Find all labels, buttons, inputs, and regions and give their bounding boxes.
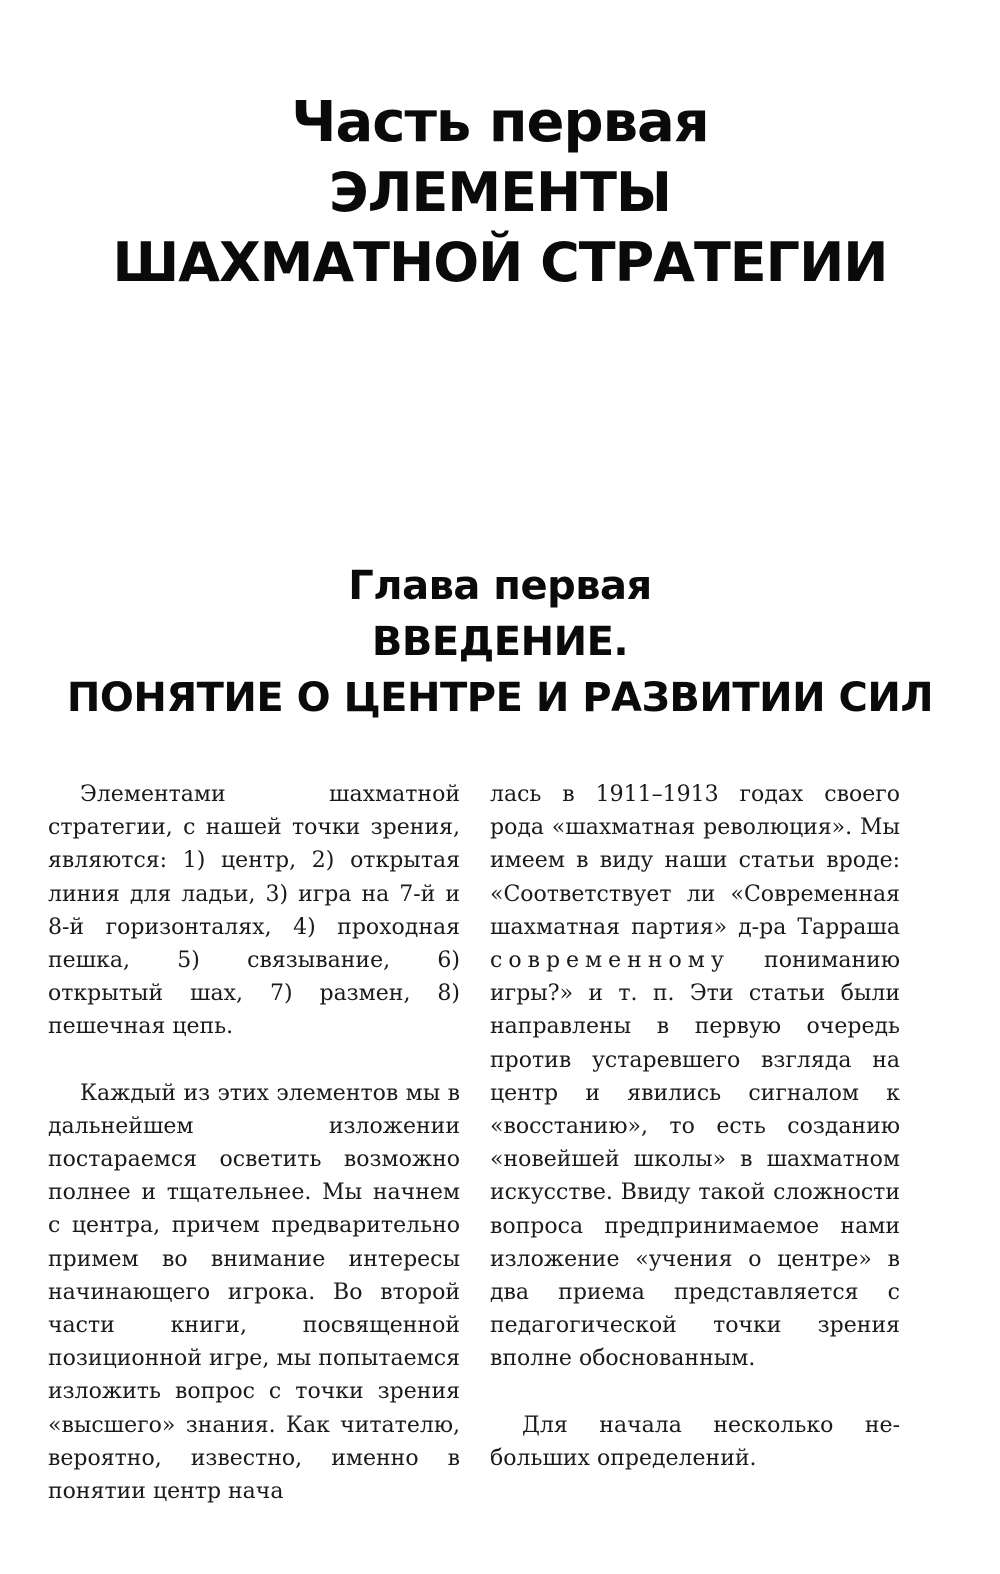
chapter-title-line-2: ПОНЯТИЕ О ЦЕНТРЕ И РАЗВИТИИ СИЛ [66, 675, 934, 721]
text-column-right [490, 778, 900, 1475]
paragraph-center-intro-continued [490, 778, 900, 1376]
continued-text-start: лась в 1911–1913 годах своего рода «шахматная революция». Мы имеем в виду наши статьи вроде: «Соответствует ли «Современная шахматная партия» д-ра Тарраша [490, 782, 900, 940]
part-title-line-1: ЭЛЕМЕНТЫ [329, 161, 671, 224]
chapter-heading [0, 558, 1000, 726]
chapter-title-line-1: ВВЕДЕНИЕ. [371, 619, 629, 665]
chapter-label: Глава первая [348, 563, 652, 609]
paragraph-gap [490, 1376, 900, 1409]
paragraph-elements-list: Элементами шахматной стратегии, с нашей точки зрения, являются: 1) центр, 2) открытая линия для ладьи, 3) игра на 7-й и 8-й горизонталях, 4) проходная пешка, 5) связывание, 6) открытый шах, 7) размен, 8) пешечная цепь. [48, 782, 460, 1040]
paragraph-definitions: Для начала несколько небольших определений. [490, 1412, 900, 1471]
part-label: Часть первая [291, 90, 709, 155]
part-title-line-2: ШАХМАТНОЙ СТРАТЕГИИ [112, 231, 888, 294]
paragraph-center-intro: Каждый из этих элементов мы в дальнейшем изложении постараемся осветить возможно полнее и тщательнее. Мы начнем с центра, причем предварительно примем во внимание интересы начинающего игрока. Во второй части книги, посвященной позиционной игре, мы попытаемся изложить вопрос с точки зрения «высшего» знания. Как читателю, вероятно, известно, именно в понятии центр нача [48, 1080, 460, 1505]
continued-text-end: пониманию игры?» и т. п. Эти статьи были направлены в первую очередь против устаревшего взгляда на центр и явились сигналом к «восстанию», то есть созданию «новейшей школы» в шахматном искусстве. Ввиду такой сложности вопроса предпринимаемое нами изложение «учения о центре» в два приема представляется с педагогической точки зрения вполне обоснованным. [490, 948, 900, 1372]
part-heading [0, 88, 1000, 298]
text-column-left [48, 778, 460, 1508]
paragraph-gap [48, 1044, 460, 1077]
emphasis-spaced-word: современному [490, 948, 730, 974]
